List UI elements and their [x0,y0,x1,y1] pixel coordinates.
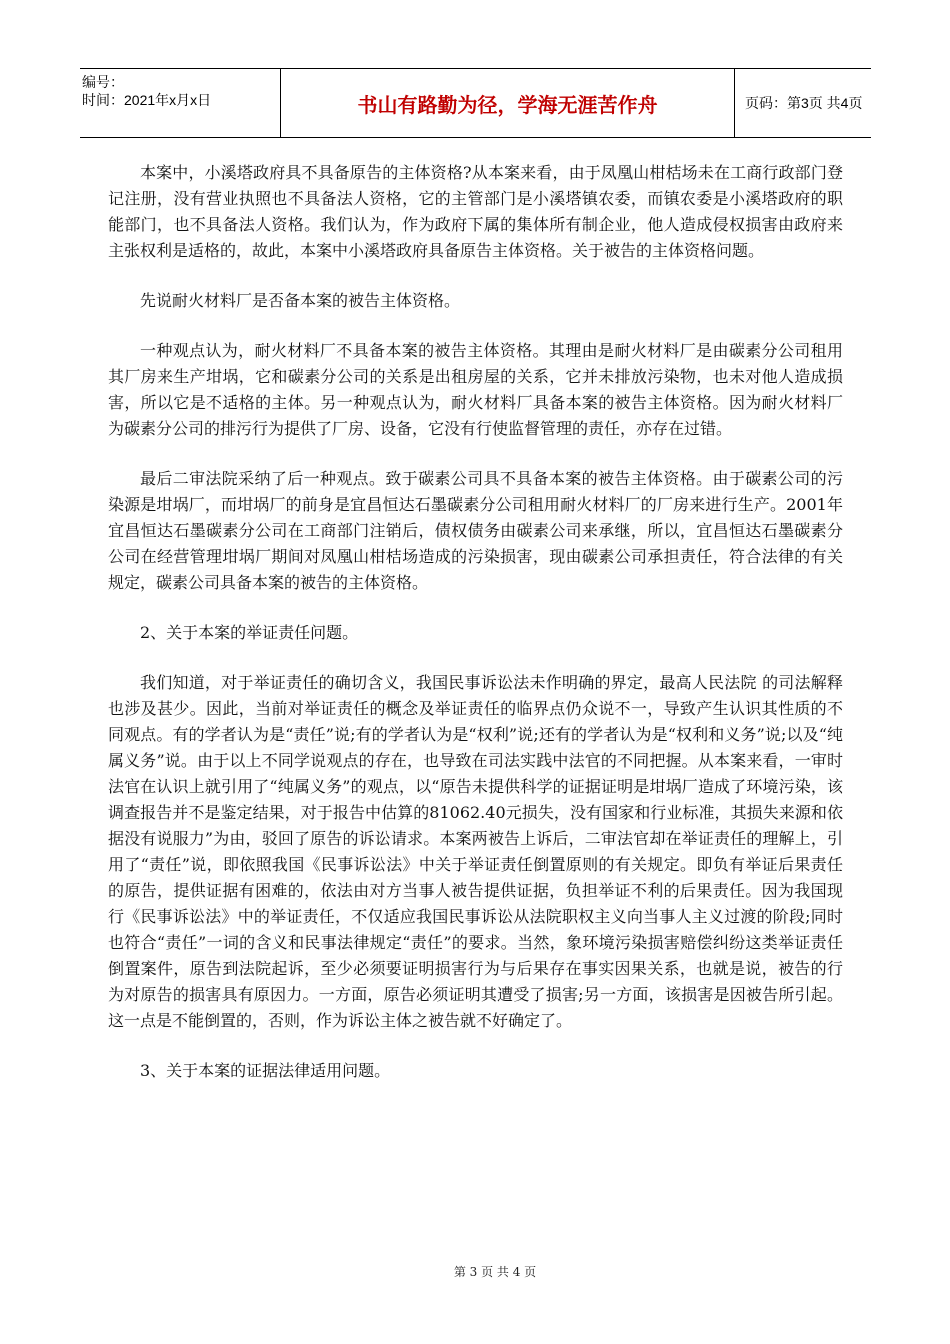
paragraph: 一种观点认为，耐火材料厂不具备本案的被告主体资格。其理由是耐火材料厂是由碳素分公司租用其厂房来生产坩埚，它和碳素分公司的关系是出租房屋的关系，它并未排放污染物，也未对他人造成损害，所以它是不适格的主体。另一种观点认为，耐火材料厂具备本案的被告主体资格。因为耐火材料厂为碳素分公司的排污行为提供了厂房、设备，它没有行使监督管理的责任，亦存在过错。 [108,341,843,438]
footer-page-number: 第 3 页 共 4 页 [453,1265,537,1279]
section-heading: 2、关于本案的举证责任问题。 [140,623,359,642]
document-time-label: 时间：2021年x月x日 [82,92,212,108]
paragraph: 本案中，小溪塔政府具不具备原告的主体资格?从本案来看，由于凤凰山柑桔场未在工商行政部门登记注册，没有营业执照也不具备法人资格，它的主管部门是小溪塔镇农委，而镇农委是小溪塔政府的职能部门，也不具备法人资格。我们认为，作为政府下属的集体所有制企业，他人造成侵权损害由政府来主张权利是适格的，故此，本案中小溪塔政府具备原告主体资格。关于被告的主体资格问题。 [108,163,843,260]
header-page-number: 页码：第3页 共4页 [745,95,863,111]
paragraph: 最后二审法院采纳了后一种观点。致于碳素公司具不具备本案的被告主体资格。由于碳素公司的污染源是坩埚厂，而坩埚厂的前身是宜昌恒达石墨碳素分公司租用耐火材料厂的厂房来进行生产。2001年宜昌恒达石墨碳素分公司在工商部门注销后，债权债务由碳素公司来承继，所以，宜昌恒达石墨碳素分公司在经营管理坩埚厂期间对凤凰山柑桔场造成的污染损害，现由碳素公司承担责任，符合法律的有关规定，碳素公司具备本案的被告的主体资格。 [108,469,843,592]
page-footer [0,1263,950,1280]
paragraph: 先说耐火材料厂是否备本案的被告主体资格。 [140,291,461,310]
paragraph: 我们知道，对于举证责任的确切含义，我国民事诉讼法未作明确的界定，最高人民法院 的司法解释也涉及甚少。因此，当前对举证责任的概念及举证责任的临界点仍众说不一，导致产生认识其性质的不同观点。有的学者认为是“责任”说;有的学者认为是“权利”说;还有的学者认为是“权利和义务”说;以及“纯属义务”说。由于以上不同学说观点的存在，也导致在司法实践中法官的不同把握。从本案来看，一审时法官在认识上就引用了“纯属义务”的观点，以“原告未提供科学的证据证明是坩埚厂造成了环境污染，该调查报告并不是鉴定结果，对于报告中估算的81062.40元损失，没有国家和行业标准，其损失来源和依据没有说服力”为由，驳回了原告的诉讼请求。本案两被告上诉后，二审法官却在举证责任的理解上，引用了“责任”说，即依照我国《民事诉讼法》中关于举证责任倒置原则的有关规定。即负有举证后果责任的原告，提供证据有困难的，依法由对方当事人被告提供证据，负担举证不利的后果责任。因为我国现行《民事诉讼法》中的举证责任，不仅适应我国民事诉讼从法院职权主义向当事人主义过渡的阶段;同时也符合“责任”一词的含义和民事法律规定“责任”的要求。当然，象环境污染损害赔偿纠纷这类举证责任倒置案件，原告到法院起诉，至少必须要证明损害行为与后果存在事实因果关系，也就是说，被告的行为对原告的损害具有原因力。一方面，原告必须证明其遭受了损害;另一方面，该损害是因被告所引起。这一点是不能倒置的，否则，作为诉讼主体之被告就不好确定了。 [108,673,843,1030]
document-number-label: 编号： [82,74,124,90]
document-body [108,160,843,1108]
page-header [80,68,871,138]
section-heading: 3、关于本案的证据法律适用问题。 [140,1061,391,1080]
header-meta [80,69,280,137]
header-motto: 书山有路勤为径，学海无涯苦作舟 [280,69,735,137]
